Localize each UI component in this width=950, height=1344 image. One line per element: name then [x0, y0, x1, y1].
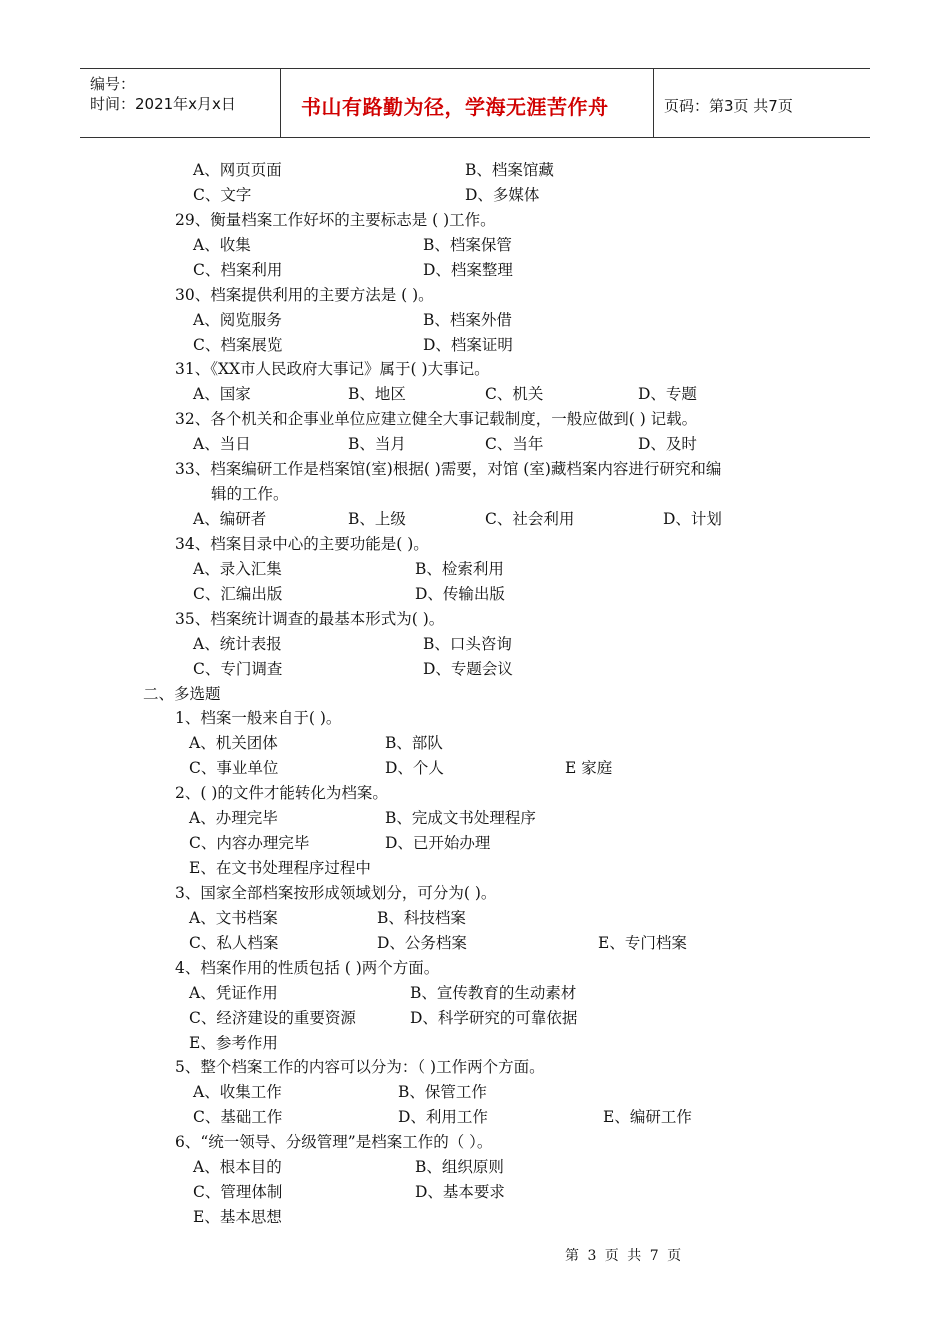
option-text: E、专门档案: [598, 934, 687, 952]
date-label: 时间：2021年x月x日: [90, 95, 236, 113]
text-line: E、在文书处理程序过程中: [189, 859, 371, 877]
page-footer: 第 3 页 共 7 页: [565, 1248, 684, 1264]
option-text: C、机关: [485, 385, 544, 403]
text-line: 29、衡量档案工作好坏的主要标志是 ( )工作。: [175, 211, 496, 229]
header-page-cell: [654, 69, 870, 137]
text-line: 32、各个机关和企事业单位应建立健全大事记载制度，一般应做到( ) 记载。: [175, 410, 698, 428]
option-text: B、部队: [385, 734, 443, 752]
option-text: D、公务档案: [377, 934, 467, 952]
option-text: B、检索利用: [415, 560, 504, 578]
option-text: B、档案外借: [423, 311, 512, 329]
option-text: A、统计表报: [193, 635, 282, 653]
option-text: B、宣传教育的生动素材: [410, 984, 577, 1002]
document-number-label: 编号：: [90, 75, 136, 93]
option-text: A、录入汇集: [193, 560, 282, 578]
option-text: D、传输出版: [415, 585, 505, 603]
option-text: C、事业单位: [189, 759, 279, 777]
text-line: 30、档案提供利用的主要方法是 ( )。: [175, 286, 434, 304]
option-text: C、档案展览: [193, 336, 283, 354]
option-text: D、及时: [638, 435, 697, 453]
text-line: 6、“统一领导、分级管理”是档案工作的（ ）。: [175, 1133, 493, 1151]
text-line: 3、国家全部档案按形成领域划分，可分为( )。: [175, 884, 497, 902]
option-text: B、档案馆藏: [465, 161, 554, 179]
option-text: B、上级: [348, 510, 406, 528]
text-line: 5、整个档案工作的内容可以分为：（ )工作两个方面。: [175, 1058, 545, 1076]
option-text: B、档案保管: [423, 236, 512, 254]
option-text: D、个人: [385, 759, 444, 777]
option-text: D、计划: [663, 510, 722, 528]
option-text: C、档案利用: [193, 261, 283, 279]
option-text: A、网页页面: [193, 161, 282, 179]
option-text: D、档案整理: [423, 261, 513, 279]
option-text: D、科学研究的可靠依据: [410, 1009, 578, 1027]
option-text: A、阅览服务: [193, 311, 282, 329]
option-text: D、专题会议: [423, 660, 513, 678]
option-text: C、管理体制: [193, 1183, 283, 1201]
option-text: C、内容办理完毕: [189, 834, 310, 852]
option-text: E、编研工作: [603, 1108, 692, 1126]
header-left-cell: [80, 69, 281, 137]
option-text: D、基本要求: [415, 1183, 505, 1201]
option-text: B、口头咨询: [423, 635, 512, 653]
option-text: B、地区: [348, 385, 406, 403]
text-line: E、基本思想: [193, 1208, 282, 1226]
option-text: A、根本目的: [193, 1158, 282, 1176]
option-text: D、已开始办理: [385, 834, 491, 852]
option-text: B、当月: [348, 435, 406, 453]
text-line: 二、多选题: [143, 685, 221, 703]
option-text: A、机关团体: [189, 734, 278, 752]
option-text: E 家庭: [565, 759, 613, 777]
text-line: E、参考作用: [189, 1034, 278, 1052]
option-text: A、当日: [193, 435, 251, 453]
option-text: C、经济建设的重要资源: [189, 1009, 356, 1027]
option-text: B、科技档案: [377, 909, 466, 927]
page-header: [80, 68, 870, 138]
text-line: 辑的工作。: [211, 485, 289, 503]
option-text: C、当年: [485, 435, 544, 453]
option-text: A、国家: [193, 385, 251, 403]
option-text: D、多媒体: [465, 186, 540, 204]
option-text: A、收集: [193, 236, 251, 254]
option-text: D、利用工作: [398, 1108, 488, 1126]
text-line: 1、档案一般来自于( )。: [175, 709, 342, 727]
option-text: C、文字: [193, 186, 252, 204]
option-text: A、收集工作: [193, 1083, 282, 1101]
text-line: 33、档案编研工作是档案馆(室)根据( )需要，对馆 (室)藏档案内容进行研究和编: [175, 460, 722, 478]
option-text: C、汇编出版: [193, 585, 283, 603]
motto: 书山有路勤为径，学海无涯苦作舟: [301, 95, 609, 119]
text-line: 31、《XX市人民政府大事记》属于( )大事记。: [175, 360, 490, 378]
option-text: C、基础工作: [193, 1108, 283, 1126]
option-text: A、办理完毕: [189, 809, 278, 827]
header-motto-cell: [281, 69, 654, 137]
option-text: B、保管工作: [398, 1083, 487, 1101]
page-info: 页码：第3页 共7页: [664, 97, 793, 115]
option-text: B、组织原则: [415, 1158, 504, 1176]
option-text: B、完成文书处理程序: [385, 809, 536, 827]
option-text: C、专门调查: [193, 660, 283, 678]
option-text: C、私人档案: [189, 934, 279, 952]
option-text: D、专题: [638, 385, 697, 403]
text-line: 35、档案统计调查的最基本形式为( )。: [175, 610, 445, 628]
option-text: A、编研者: [193, 510, 267, 528]
text-line: 34、档案目录中心的主要功能是( )。: [175, 535, 429, 553]
option-text: A、文书档案: [189, 909, 278, 927]
option-text: C、社会利用: [485, 510, 575, 528]
option-text: A、凭证作用: [189, 984, 278, 1002]
text-line: 4、档案作用的性质包括 ( )两个方面。: [175, 959, 440, 977]
option-text: D、档案证明: [423, 336, 513, 354]
text-line: 2、( )的文件才能转化为档案。: [175, 784, 388, 802]
